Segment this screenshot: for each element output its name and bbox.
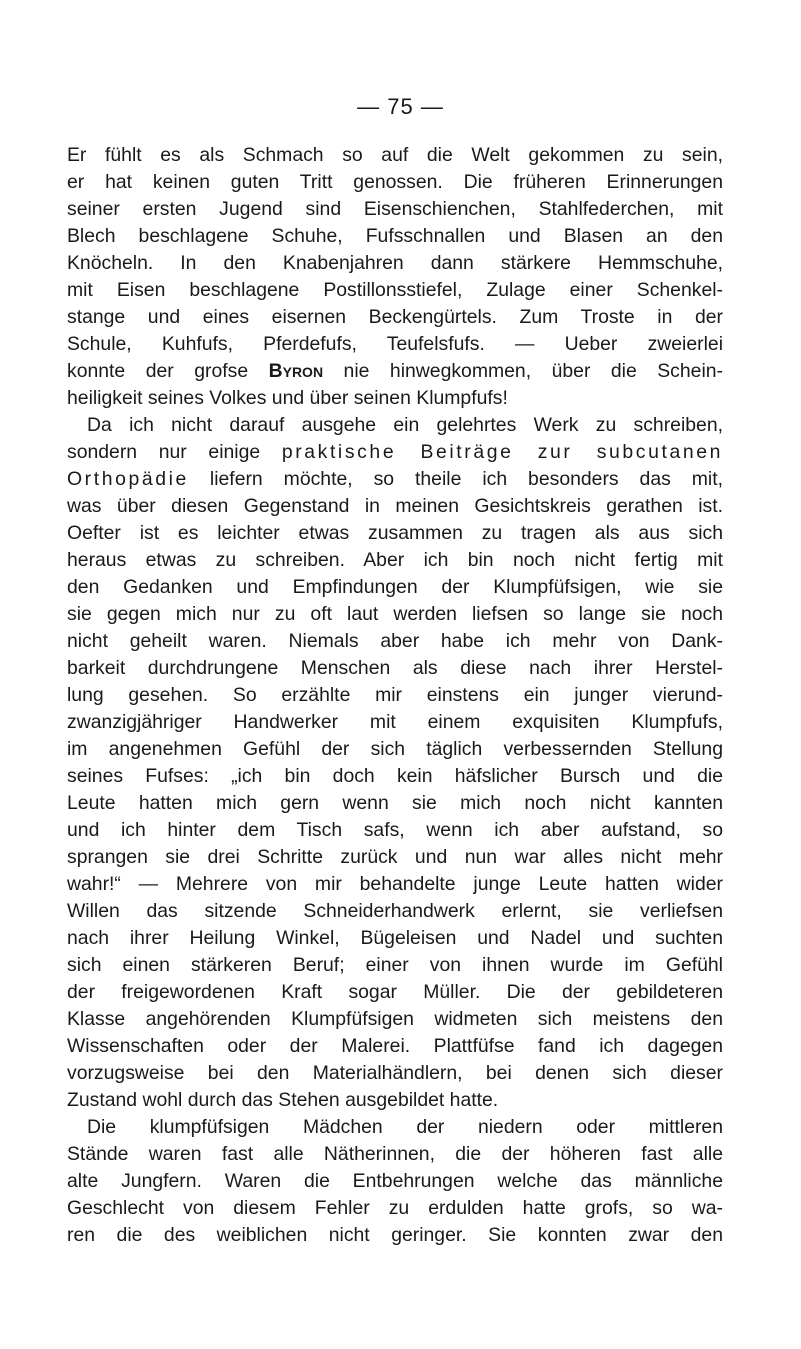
text-segment: konnte der grofse — [67, 360, 269, 382]
text-line: Stände waren fast alle Nätherinnen, die der höheren fast alle — [67, 1143, 723, 1165]
page-number: — 75 — — [357, 94, 444, 119]
text-line: Willen das sitzende Schneiderhandwerk erlernt, sie verliefsen — [67, 900, 723, 922]
name-byron: Byron — [268, 360, 324, 382]
text-line: heraus etwas zu schreiben. Aber ich bin noch nicht fertig mit — [67, 549, 723, 571]
text-line: seines Fufses: „ich bin doch kein häfslicher Bursch und die — [67, 765, 723, 787]
text-line: Klasse angehörenden Klumpfüfsigen widmeten sich meistens den — [67, 1008, 723, 1030]
emphasis-spaced: praktische Beiträge zur subcutanen — [281, 441, 723, 463]
text-line: vorzugsweise bei den Materialhändlern, bei denen sich dieser — [67, 1062, 723, 1084]
text-segment: sondern nur einige — [67, 441, 282, 463]
text-line: lung gesehen. So erzählte mir einstens ein junger vierund- — [67, 684, 723, 706]
text-line: er hat keinen guten Tritt genossen. Die früheren Erinnerungen — [67, 171, 723, 193]
text-line: Blech beschlagene Schuhe, Fufsschnallen und Blasen an den — [67, 225, 723, 247]
text-line: barkeit durchdrungene Menschen als diese nach ihrer Herstel- — [67, 657, 723, 679]
text-line: Leute hatten mich gern wenn sie mich noch nicht kannten — [67, 792, 723, 814]
text-line: nicht geheilt waren. Niemals aber habe ich mehr von Dank- — [67, 630, 723, 652]
text-line: Wissenschaften oder der Malerei. Plattfüfse fand ich dagegen — [67, 1035, 723, 1057]
text-line: alte Jungfern. Waren die Entbehrungen welche das männliche — [67, 1170, 723, 1192]
text-line: seiner ersten Jugend sind Eisenschienchen, Stahlfederchen, mit — [67, 198, 723, 220]
text-line: Geschlecht von diesem Fehler zu erdulden hatte grofs, so wa- — [67, 1197, 723, 1219]
text-line — [67, 439, 723, 466]
text-line: ren die des weiblichen nicht geringer. Sie konnten zwar den — [67, 1224, 723, 1246]
text-line: sich einen stärkeren Beruf; einer von ihnen wurde im Gefühl — [67, 954, 723, 976]
text-line: den Gedanken und Empfindungen der Klumpfüfsigen, wie sie — [67, 576, 723, 598]
paragraph-3 — [67, 1114, 723, 1249]
text-line — [67, 466, 723, 493]
text-line: was über diesen Gegenstand in meinen Gesichtskreis gerathen ist. — [67, 495, 723, 517]
text-line: Die klumpfüfsigen Mädchen der niedern oder mittleren — [87, 1116, 723, 1138]
text-line: der freigewordenen Kraft sogar Müller. Die der gebildeteren — [67, 981, 723, 1003]
text-line: mit Eisen beschlagene Postillonsstiefel, Zulage einer Schenkel- — [67, 279, 723, 301]
text-segment: liefern möchte, so theile ich besonders das mit, — [188, 468, 723, 490]
text-line: sie gegen mich nur zu oft laut werden liefsen so lange sie noch — [67, 603, 723, 625]
text-line: Zustand wohl durch das Stehen ausgebildet hatte. — [67, 1089, 499, 1111]
text-line: Knöcheln. In den Knabenjahren dann stärkere Hemmschuhe, — [67, 252, 723, 274]
paragraph-2 — [67, 412, 723, 1114]
emphasis-spaced: Orthopädie — [67, 468, 189, 490]
body-text — [67, 142, 723, 1249]
text-line: nach ihrer Heilung Winkel, Bügeleisen und Nadel und suchten — [67, 927, 723, 949]
text-segment: nie hinwegkommen, über die Schein- — [323, 360, 723, 382]
text-line: sprangen sie drei Schritte zurück und nun war alles nicht mehr — [67, 846, 723, 868]
text-line — [67, 358, 723, 385]
text-line: und ich hinter dem Tisch safs, wenn ich aber aufstand, so — [67, 819, 723, 841]
text-line: Schule, Kuhfufs, Pferdefufs, Teufelsfufs. — Ueber zweierlei — [67, 333, 723, 355]
text-line: heiligkeit seines Volkes und über seinen Klumpfufs! — [67, 387, 508, 409]
text-line: im angenehmen Gefühl der sich täglich verbessernden Stellung — [67, 738, 723, 760]
paragraph-1 — [67, 142, 723, 412]
text-line: stange und eines eisernen Beckengürtels. Zum Troste in der — [67, 306, 723, 328]
text-line: Er fühlt es als Schmach so auf die Welt gekommen zu sein, — [67, 144, 723, 166]
text-line: zwanzigjähriger Handwerker mit einem exquisiten Klumpfufs, — [67, 711, 723, 733]
text-line: Da ich nicht darauf ausgehe ein gelehrtes Werk zu schreiben, — [87, 414, 723, 436]
text-line: wahr!“ — Mehrere von mir behandelte junge Leute hatten wider — [67, 873, 723, 895]
text-line: Oefter ist es leichter etwas zusammen zu tragen als aus sich — [67, 522, 723, 544]
